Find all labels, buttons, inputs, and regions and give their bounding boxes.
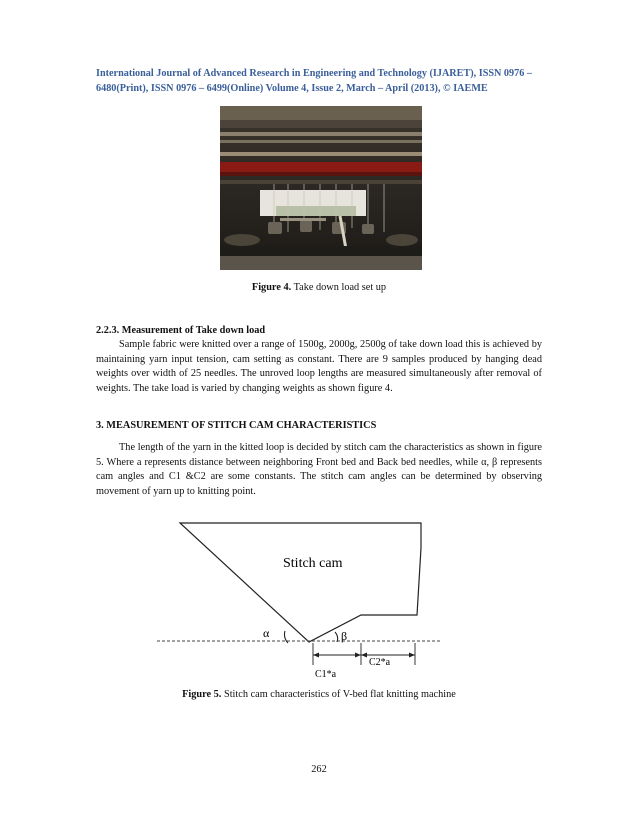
c1-label: C1*a <box>315 669 337 680</box>
c1-arrow-right <box>355 653 361 658</box>
figure-5-text: Stitch cam characteristics of V-bed flat knitting machine <box>221 689 456 700</box>
section-2-2-3-heading: 2.2.3. Measurement of Take down load <box>96 325 266 336</box>
journal-header-line-2: 6480(Print), ISSN 0976 – 6499(Online) Volume 4, Issue 2, March – April (2013), © IAEME <box>96 83 488 94</box>
stitch-cam-diagram <box>155 515 445 690</box>
section-2-2-3-body: Sample fabric were knitted over a range of 1500g, 2000g, 2500g of take down load this is achieved by maintaining yarn input tension, cam setting as constant. There are 9 samples produced by hanging dead weights over width of 25 needles. The unroved loop lengths are measured simultaneously after removal of weights. The take load is varied by changing weights as shown figure 4. <box>96 339 542 394</box>
journal-header <box>96 66 548 96</box>
beta-label: β <box>341 629 348 643</box>
section-3-heading: 3. MEASUREMENT OF STITCH CAM CHARACTERISTICS <box>96 420 377 431</box>
c2-arrow-right <box>409 653 415 658</box>
page-number: 262 <box>311 764 327 775</box>
photo-illustration <box>220 106 422 270</box>
figure-5-label: Figure 5. <box>182 689 222 700</box>
take-down-load-photo <box>220 106 422 270</box>
c1-arrow-left <box>313 653 319 658</box>
c2-arrow-left <box>361 653 367 658</box>
alpha-label: α <box>263 626 270 640</box>
stitch-cam-svg <box>155 515 445 690</box>
c2-label: C2*a <box>369 657 391 668</box>
section-3-body: The length of the yarn in the kitted loop is decided by stitch cam the characteristics as shown in figure 5. Where a represents distance between neighboring Front bed and Back bed needles, while α, β represents cam angles and C1 &C2 are some constants. The stitch cam angles can be determined by observing movement of yarn up to knitting point. <box>96 442 542 497</box>
journal-header-line-1: International Journal of Advanced Research in Engineering and Technology (IJARET), ISSN 0976 – <box>96 68 532 79</box>
figure-4-label: Figure 4. <box>251 282 292 293</box>
stitch-cam-label: Stitch cam <box>283 556 343 571</box>
figure-4-caption <box>0 282 638 293</box>
beta-arc <box>335 632 338 642</box>
figure-5-caption <box>0 689 638 700</box>
figure-4-text: Take down load set up <box>291 282 387 293</box>
stitch-cam-shape <box>180 523 421 642</box>
